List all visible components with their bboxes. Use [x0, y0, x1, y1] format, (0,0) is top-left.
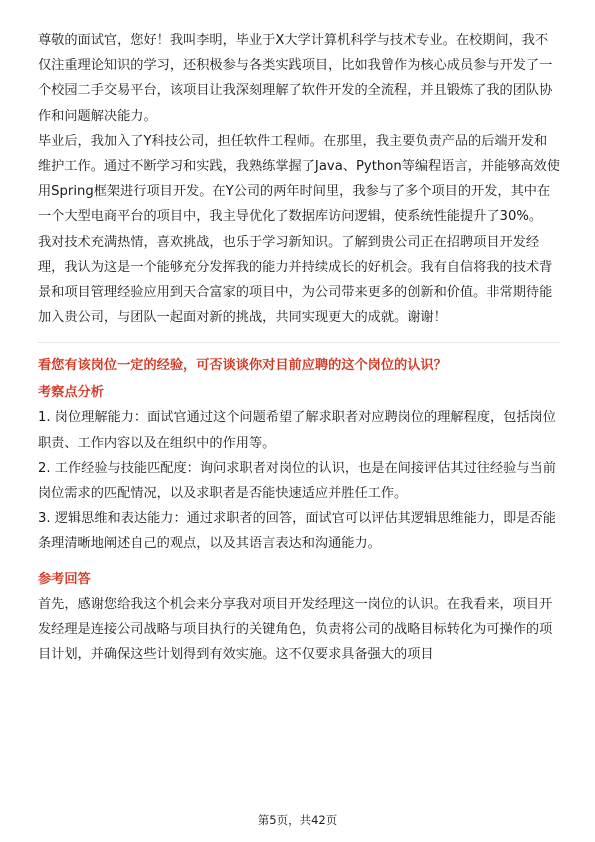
section-divider: [38, 342, 560, 343]
page-number-footer: 第5页，共42页: [257, 813, 338, 827]
analysis-title: 考察点分析: [38, 385, 104, 401]
answer-title: 参考回答: [38, 571, 91, 587]
analysis-item-1: 1. 岗位理解能力：面试官通过这个问题希望了解求职者对应聘岗位的理解程度，包括岗位职责、工作内容以及在组织中的作用等。: [38, 410, 556, 451]
answer-text: 首先，感谢您给我这个机会来分享我对项目开发经理这一岗位的认识。在我看来，项目开发经理是连接公司战略与项目执行的关键角色，负责将公司的战略目标转化为可操作的项目计划，并确保这些计划得到有效实施。这不仅要求具备强大的项目: [38, 596, 553, 663]
question-heading: 看您有该岗位一定的经验，可否谈谈你对目前应聘的这个岗位的认识？: [38, 358, 447, 374]
intro-paragraph-1: 尊敬的面试官，您好！我叫李明，毕业于X大学计算机科学与技术专业。在校期间，我不仅注重理论知识的学习，还积极参与各类实践项目，比如我曾作为核心成员参与开发了一个校园二手交易平台，该项目让我深刻理解了软件开发的全流程，并且锻炼了我的团队协作和问题解决能力。: [38, 33, 553, 124]
intro-paragraph-3: 我对技术充满热情，喜欢挑战，也乐于学习新知识。了解到贵公司正在招聘项目开发经理，我认为这是一个能够充分发挥我的能力并持续成长的好机会。我有自信将我的技术背景和项目管理经验应用到天合富家的项目中，为公司带来更多的创新和价值。非常期待能加入贵公司，与团队一起面对新的挑战，共同实现更大的成就。谢谢！: [38, 234, 553, 326]
analysis-item-3: 3. 逻辑思维和表达能力：通过求职者的回答，面试官可以评估其逻辑思维能力，即是否能条理清晰地阐述自己的观点，以及其语言表达和沟通能力。: [38, 511, 556, 552]
document-body: [38, 28, 560, 667]
analysis-item-2: 2. 工作经验与技能匹配度：询问求职者对岗位的认识，也是在间接评估其过往经验与当前岗位需求的匹配情况，以及求职者是否能快速适应并胜任工作。: [38, 460, 556, 502]
intro-paragraph-2: 毕业后，我加入了Y科技公司，担任软件工程师。在那里，我主要负责产品的后端开发和维护工作。通过不断学习和实践，我熟练掌握了Java、Python等编程语言，并能够高效使用Spring框架进行项目开发。在Y公司的两年时间里，我参与了多个项目的开发，其中在一个大型电商平台的项目中，我主导优化了数据库访问逻辑，使系统性能提升了30%。: [38, 133, 560, 225]
